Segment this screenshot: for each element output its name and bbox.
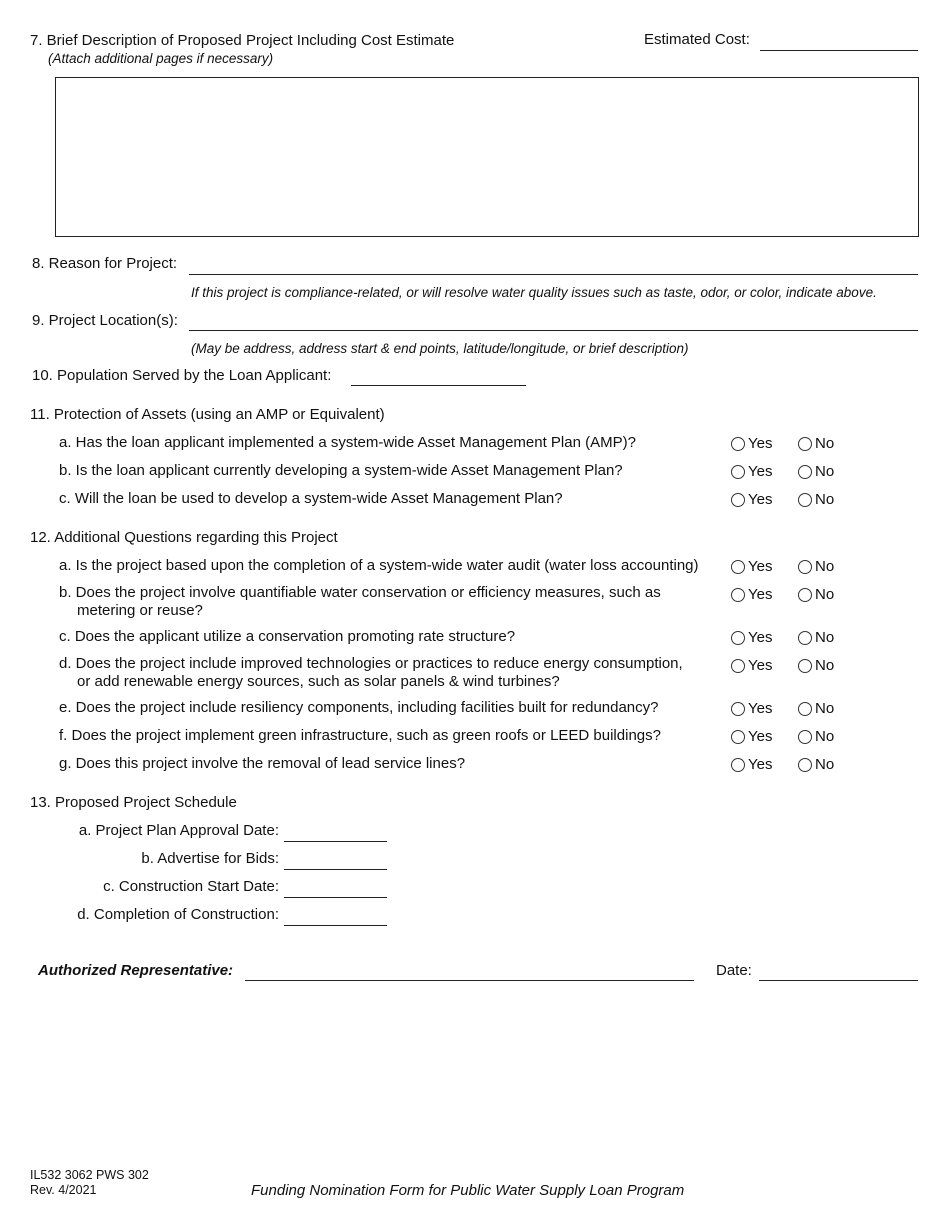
- q7-note: (Attach additional pages if necessary): [48, 51, 274, 66]
- q12d-text-cont: or add renewable energy sources, such as solar panels & wind turbines?: [77, 673, 560, 690]
- radio-icon: [731, 493, 745, 507]
- q12f-no-option[interactable]: No: [798, 728, 834, 745]
- q12g-no-option[interactable]: No: [798, 756, 834, 773]
- q10-label: 10. Population Served by the Loan Applicant:: [32, 367, 332, 384]
- q12e-yes-option[interactable]: Yes: [731, 700, 772, 717]
- radio-icon: [798, 730, 812, 744]
- radio-icon: [798, 560, 812, 574]
- radio-icon: [798, 588, 812, 602]
- population-served-field[interactable]: [351, 385, 526, 386]
- q12a-text: a. Is the project based upon the completion of a system-wide water audit (water loss accounting): [59, 557, 699, 574]
- q12g-yes-option[interactable]: Yes: [731, 756, 772, 773]
- q11b-no-option[interactable]: No: [798, 463, 834, 480]
- q12b-text: b. Does the project involve quantifiable water conservation or efficiency measures, such as: [59, 584, 661, 601]
- q12g-text: g. Does this project involve the removal of lead service lines?: [59, 755, 466, 772]
- radio-icon: [731, 758, 745, 772]
- radio-icon: [731, 702, 745, 716]
- q12f-text: f. Does the project implement green infrastructure, such as green roofs or LEED buildings?: [59, 727, 661, 744]
- q11c-no-option[interactable]: No: [798, 491, 834, 508]
- radio-icon: [798, 702, 812, 716]
- radio-icon: [798, 465, 812, 479]
- radio-icon: [731, 730, 745, 744]
- radio-icon: [731, 631, 745, 645]
- radio-icon: [798, 758, 812, 772]
- q12b-text-cont: metering or reuse?: [77, 602, 203, 619]
- q11b-yes-option[interactable]: Yes: [731, 463, 772, 480]
- q12d-text: d. Does the project include improved technologies or practices to reduce energy consumption,: [59, 655, 683, 672]
- q9-note: (May be address, address start & end points, latitude/longitude, or brief description): [191, 341, 689, 356]
- q11b-text: b. Is the loan applicant currently developing a system-wide Asset Management Plan?: [59, 462, 623, 479]
- radio-icon: [798, 437, 812, 451]
- q12-title: 12. Additional Questions regarding this Project: [30, 529, 338, 546]
- advertise-bids-date-field[interactable]: [284, 869, 387, 870]
- q13b-label: b. Advertise for Bids:: [141, 850, 279, 867]
- radio-icon: [731, 465, 745, 479]
- q13-title: 13. Proposed Project Schedule: [30, 794, 237, 811]
- project-location-field[interactable]: [189, 330, 918, 331]
- authorized-representative-field[interactable]: [245, 980, 694, 981]
- q12b-no-option[interactable]: No: [798, 586, 834, 603]
- q13c-label: c. Construction Start Date:: [103, 878, 279, 895]
- q13a-label: a. Project Plan Approval Date:: [78, 822, 279, 839]
- q9-label: 9. Project Location(s):: [32, 312, 178, 329]
- q11a-yes-option[interactable]: Yes: [731, 435, 772, 452]
- q11-title: 11. Protection of Assets (using an AMP or Equivalent): [30, 406, 385, 423]
- construction-completion-date-field[interactable]: [284, 925, 387, 926]
- q12d-no-option[interactable]: No: [798, 657, 834, 674]
- radio-icon: [798, 659, 812, 673]
- reason-for-project-field[interactable]: [189, 274, 918, 275]
- signature-date-field[interactable]: [759, 980, 918, 981]
- q11c-yes-option[interactable]: Yes: [731, 491, 772, 508]
- footer-revision: Rev. 4/2021: [30, 1183, 97, 1197]
- q11a-no-option[interactable]: No: [798, 435, 834, 452]
- radio-icon: [731, 437, 745, 451]
- q12a-yes-option[interactable]: Yes: [731, 558, 772, 575]
- q11c-text: c. Will the loan be used to develop a system-wide Asset Management Plan?: [59, 490, 563, 507]
- q8-label: 8. Reason for Project:: [32, 255, 178, 272]
- footer-title: Funding Nomination Form for Public Water Supply Loan Program: [251, 1182, 685, 1199]
- radio-icon: [731, 659, 745, 673]
- construction-start-date-field[interactable]: [284, 897, 387, 898]
- q11a-text: a. Has the loan applicant implemented a system-wide Asset Management Plan (AMP)?: [59, 434, 636, 451]
- q13d-label: d. Completion of Construction:: [77, 906, 279, 923]
- q8-note: If this project is compliance-related, or will resolve water quality issues such as taste, odor, or color, indicate above.: [191, 285, 877, 300]
- q12e-no-option[interactable]: No: [798, 700, 834, 717]
- q12f-yes-option[interactable]: Yes: [731, 728, 772, 745]
- radio-icon: [798, 631, 812, 645]
- q12c-no-option[interactable]: No: [798, 629, 834, 646]
- q12c-text: c. Does the applicant utilize a conservation promoting rate structure?: [59, 628, 516, 645]
- authorized-representative-label: Authorized Representative:: [38, 962, 234, 979]
- signature-date-label: Date:: [716, 962, 752, 979]
- estimated-cost-field[interactable]: [760, 50, 918, 51]
- q12b-yes-option[interactable]: Yes: [731, 586, 772, 603]
- q12d-yes-option[interactable]: Yes: [731, 657, 772, 674]
- estimated-cost-label: Estimated Cost:: [644, 31, 750, 48]
- plan-approval-date-field[interactable]: [284, 841, 387, 842]
- q12a-no-option[interactable]: No: [798, 558, 834, 575]
- radio-icon: [731, 560, 745, 574]
- q12c-yes-option[interactable]: Yes: [731, 629, 772, 646]
- radio-icon: [798, 493, 812, 507]
- project-description-textarea[interactable]: [55, 77, 919, 237]
- footer-form-id: IL532 3062 PWS 302: [30, 1168, 149, 1182]
- q7-title: 7. Brief Description of Proposed Project Including Cost Estimate: [30, 32, 455, 49]
- q12e-text: e. Does the project include resiliency components, including facilities built for redundancy?: [59, 699, 659, 716]
- radio-icon: [731, 588, 745, 602]
